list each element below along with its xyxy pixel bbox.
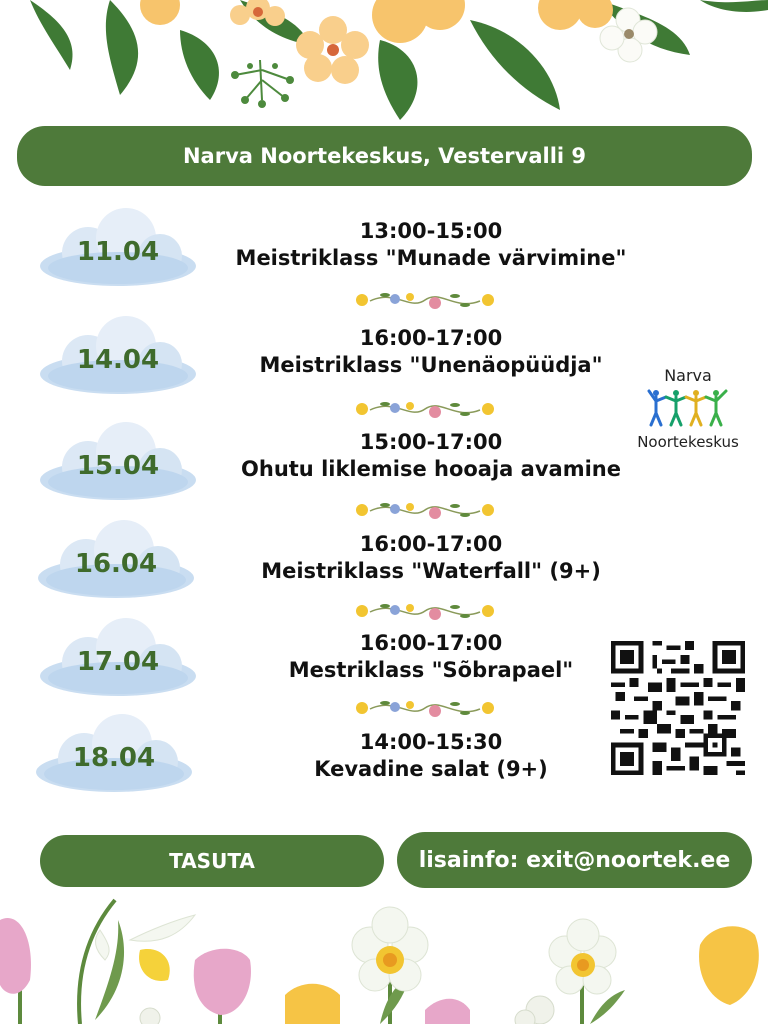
logo-line2: Noortekeskus bbox=[637, 433, 739, 451]
info-banner[interactable] bbox=[397, 832, 752, 888]
floral-divider-icon bbox=[350, 396, 500, 422]
floral-divider-icon bbox=[350, 598, 500, 624]
event-title: Kevadine salat (9+) bbox=[314, 757, 548, 781]
info-email-text[interactable]: lisainfo: exit@noortek.ee bbox=[418, 847, 731, 873]
date-cloud bbox=[34, 714, 194, 794]
price-text: TASUTA bbox=[169, 849, 255, 873]
flower-border-top bbox=[0, 0, 768, 120]
floral-divider-icon bbox=[350, 497, 500, 523]
event-item bbox=[225, 531, 637, 585]
event-date: 14.04 bbox=[76, 345, 160, 375]
location-banner bbox=[17, 126, 752, 186]
event-time: 15:00-17:00 bbox=[359, 430, 503, 454]
event-item bbox=[225, 218, 637, 272]
floral-divider-icon bbox=[350, 287, 500, 313]
flower-border-bottom bbox=[0, 890, 768, 1024]
event-title: Meistriklass "Munade värvimine" bbox=[235, 246, 627, 270]
event-date: 17.04 bbox=[76, 647, 160, 677]
qr-code[interactable] bbox=[611, 641, 745, 775]
logo-line1: Narva bbox=[664, 366, 712, 385]
event-title: Mestriklass "Sõbrapael" bbox=[288, 658, 574, 682]
event-time: 13:00-15:00 bbox=[359, 219, 503, 243]
date-cloud bbox=[38, 208, 198, 288]
people-logo-icon bbox=[646, 385, 730, 429]
event-item bbox=[225, 429, 637, 483]
date-cloud bbox=[38, 422, 198, 502]
event-date: 11.04 bbox=[76, 237, 160, 267]
event-date: 15.04 bbox=[76, 451, 160, 481]
price-banner bbox=[40, 835, 384, 887]
date-cloud bbox=[38, 316, 198, 396]
organization-logo bbox=[618, 366, 758, 456]
event-title: Meistriklass "Waterfall" (9+) bbox=[261, 559, 601, 583]
date-cloud bbox=[38, 618, 198, 698]
event-item bbox=[225, 729, 637, 783]
event-item bbox=[225, 325, 637, 379]
event-time: 16:00-17:00 bbox=[359, 326, 503, 350]
event-title: Ohutu liklemise hooaja avamine bbox=[241, 457, 621, 481]
floral-divider-icon bbox=[350, 695, 500, 721]
event-date: 18.04 bbox=[72, 743, 156, 773]
event-item bbox=[225, 630, 637, 684]
event-date: 16.04 bbox=[74, 549, 158, 579]
location-text: Narva Noortekeskus, Vestervalli 9 bbox=[182, 144, 587, 168]
date-cloud bbox=[36, 520, 196, 600]
event-time: 16:00-17:00 bbox=[359, 532, 503, 556]
event-time: 14:00-15:30 bbox=[359, 730, 503, 754]
event-time: 16:00-17:00 bbox=[359, 631, 503, 655]
event-title: Meistriklass "Unenäopüüdja" bbox=[259, 353, 603, 377]
